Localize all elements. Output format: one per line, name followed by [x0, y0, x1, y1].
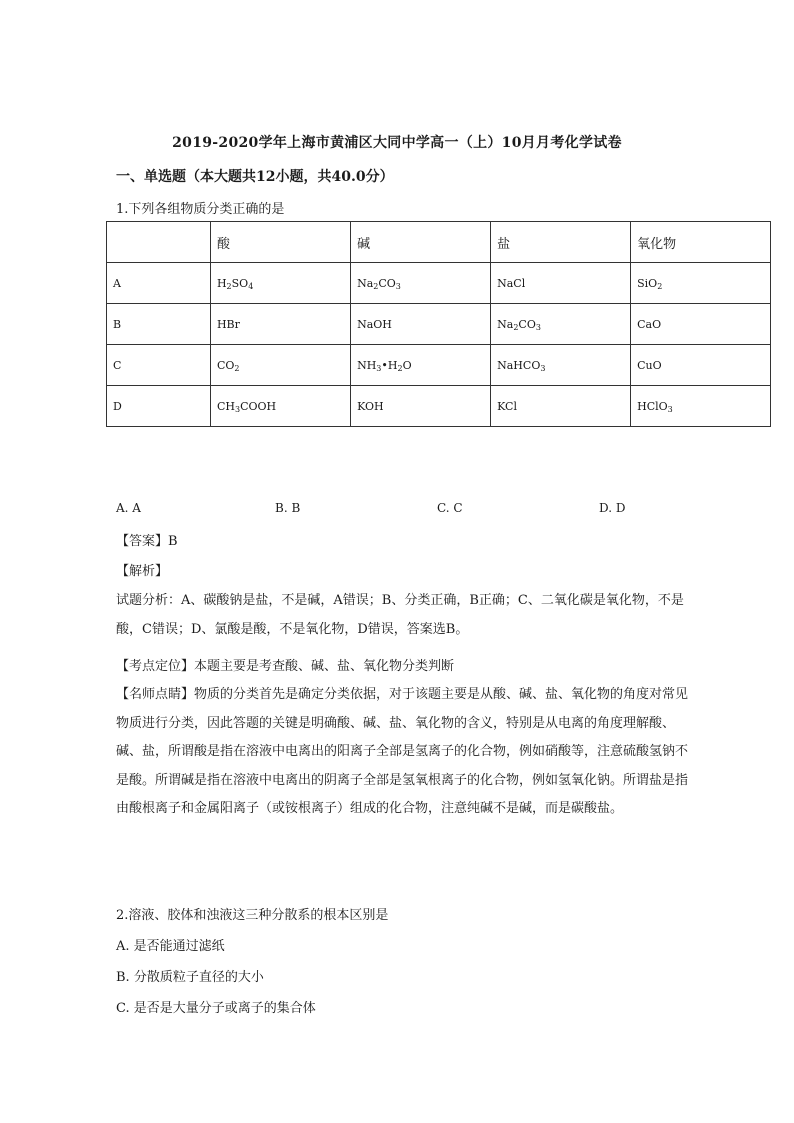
formula-cell: NaOH: [351, 304, 491, 345]
option-a: A. A: [116, 501, 141, 515]
formula-cell: CaO: [631, 304, 771, 345]
formula-cell: $Na_2CO_3$: [351, 263, 491, 304]
row-label: B: [107, 304, 211, 345]
formula-cell: $NH_3•H_2O$: [351, 345, 491, 386]
knowledge-point: 【考点定位】本题主要是考查酸、碱、盐、氧化物分类判断: [116, 659, 455, 674]
header-cell-oxide: 氧化物: [631, 222, 771, 263]
formula-cell: $CO_2$: [210, 345, 350, 386]
classification-table: [106, 221, 771, 427]
formula-cell: HClO$_3$: [631, 386, 771, 427]
table-row: [107, 345, 771, 386]
analysis-heading: 【解析】: [116, 564, 169, 579]
formula-cell: $CH_3COOH$: [210, 386, 350, 427]
row-label: C: [107, 345, 211, 386]
formula-cell: HBr: [210, 304, 350, 345]
exam-title: 2019-2020学年上海市黄浦区大同中学高一（上）10月月考化学试卷: [172, 135, 622, 151]
formula-cell: SiO$_2$: [631, 263, 771, 304]
table-row: [107, 304, 771, 345]
question-2-stem: 2.溶液、胶体和浊液这三种分散系的根本区别是: [116, 908, 389, 923]
answer-line: 【答案】B: [116, 534, 178, 549]
table-header-row: [107, 222, 771, 263]
option-d: D. D: [599, 501, 626, 515]
q2-option-c: C. 是否是大量分子或离子的集合体: [116, 1001, 316, 1016]
formula-cell: $H_2SO_4$: [210, 263, 350, 304]
table-row: [107, 263, 771, 304]
row-label: A: [107, 263, 211, 304]
formula-cell: $Na_2CO_3$: [491, 304, 631, 345]
formula-cell: KCl: [491, 386, 631, 427]
formula-cell: CuO: [631, 345, 771, 386]
formula-cell: KOH: [351, 386, 491, 427]
formula-cell: NaCl: [491, 263, 631, 304]
section-heading: 一、单选题（本大题共12小题，共40.0分）: [116, 169, 394, 185]
header-cell-salt: 盐: [491, 222, 631, 263]
header-cell-base: 碱: [351, 222, 491, 263]
analysis-text: 试题分析：A、碳酸钠是盐，不是碱，A错误；B、分类正确，B正确；C、二氧化碳是氧化物，不是酸，C错误；D、氯酸是酸，不是氧化物，D错误，答案选B。: [116, 593, 684, 637]
header-cell: [107, 222, 211, 263]
q2-option-b: B. 分散质粒子直径的大小: [116, 970, 264, 985]
question-1-stem: 1.下列各组物质分类正确的是: [116, 202, 285, 217]
q2-option-a: A. 是否能通过滤纸: [116, 939, 225, 954]
teacher-comment: 【名师点睛】物质的分类首先是确定分类依据，对于该题主要是从酸、碱、盐、氧化物的角度对常见物质进行分类，因此答题的关键是明确酸、碱、盐、氧化物的含义，特别是从电离的角度理解酸、碱、盐，所谓酸是指在溶液中电离出的阳离子全部是氢离子的化合物，例如硝酸等，注意硫酸氢钠不是酸。所谓碱是指在溶液中电离出的阴离子全部是氢氧根离子的化合物，例如氢氧化钠。所谓盐是指由酸根离子和金属阳离子（或铵根离子）组成的化合物，注意纯碱不是碱，而是碳酸盐。: [116, 687, 689, 817]
table-row: [107, 386, 771, 427]
option-b: B. B: [275, 501, 301, 515]
header-cell-acid: 酸: [210, 222, 350, 263]
formula-cell: NaHCO$_3$: [491, 345, 631, 386]
option-c: C. C: [437, 501, 463, 515]
row-label: D: [107, 386, 211, 427]
